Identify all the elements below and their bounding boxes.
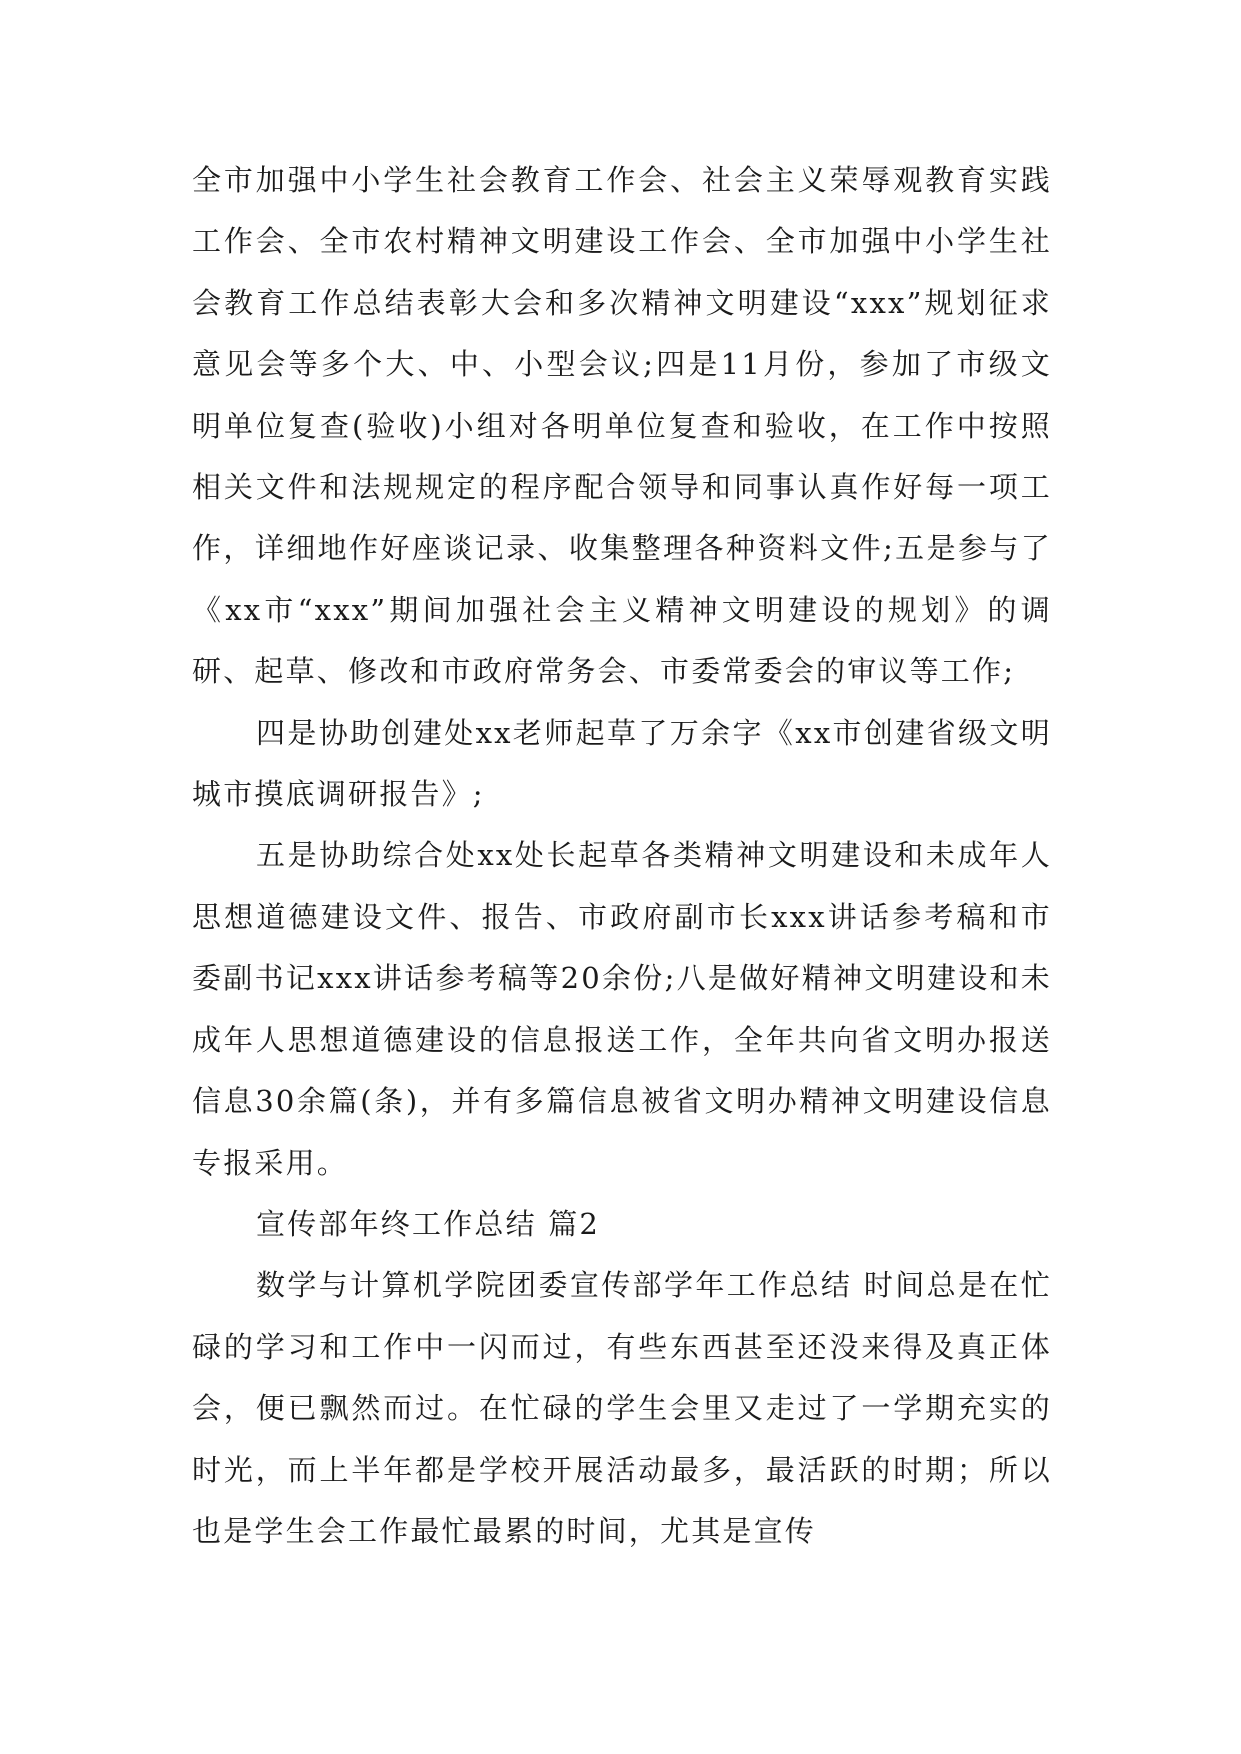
document-body: [192, 150, 1052, 1562]
paragraph-section-intro: 数学与计算机学院团委宣传部学年工作总结 时间总是在忙碌的学习和工作中一闪而过，有些东西甚至还没来得及真正体会，便已飘然而过。在忙碌的学生会里又走过了一学期充实的时光，而上半年都是学校开展活动最多，最活跃的时期；所以也是学生会工作最忙最累的时间，尤其是宣传: [192, 1268, 1052, 1548]
section-heading: 宣传部年终工作总结 篇2: [256, 1206, 601, 1241]
paragraph-continued: 全市加强中小学生社会教育工作会、社会主义荣辱观教育实践工作会、全市农村精神文明建设工作会、全市加强中小学生社会教育工作总结表彰大会和多次精神文明建设“xxx”规划征求意见会等多个大、中、小型会议;四是11月份，参加了市级文明单位复查(验收)小组对各明单位复查和验收，在工作中按照相关文件和法规规定的程序配合领导和同事认真作好每一项工作，详细地作好座谈记录、收集整理各种资料文件;五是参与了《xx市“xxx”期间加强社会主义精神文明建设的规划》的调研、起草、修改和市政府常务会、市委常委会的审议等工作;: [192, 163, 1052, 689]
paragraph-item-five: 五是协助综合处xx处长起草各类精神文明建设和未成年人思想道德建设文件、报告、市政府副市长xxx讲话参考稿和市委副书记xxx讲话参考稿等20余份;八是做好精神文明建设和未成年人思想道德建设的信息报送工作，全年共向省文明办报送信息30余篇(条)，并有多篇信息被省文明办精神文明建设信息专报采用。: [192, 838, 1052, 1180]
paragraph-item-four: 四是协助创建处xx老师起草了万余字《xx市创建省级文明城市摸底调研报告》;: [192, 715, 1052, 812]
